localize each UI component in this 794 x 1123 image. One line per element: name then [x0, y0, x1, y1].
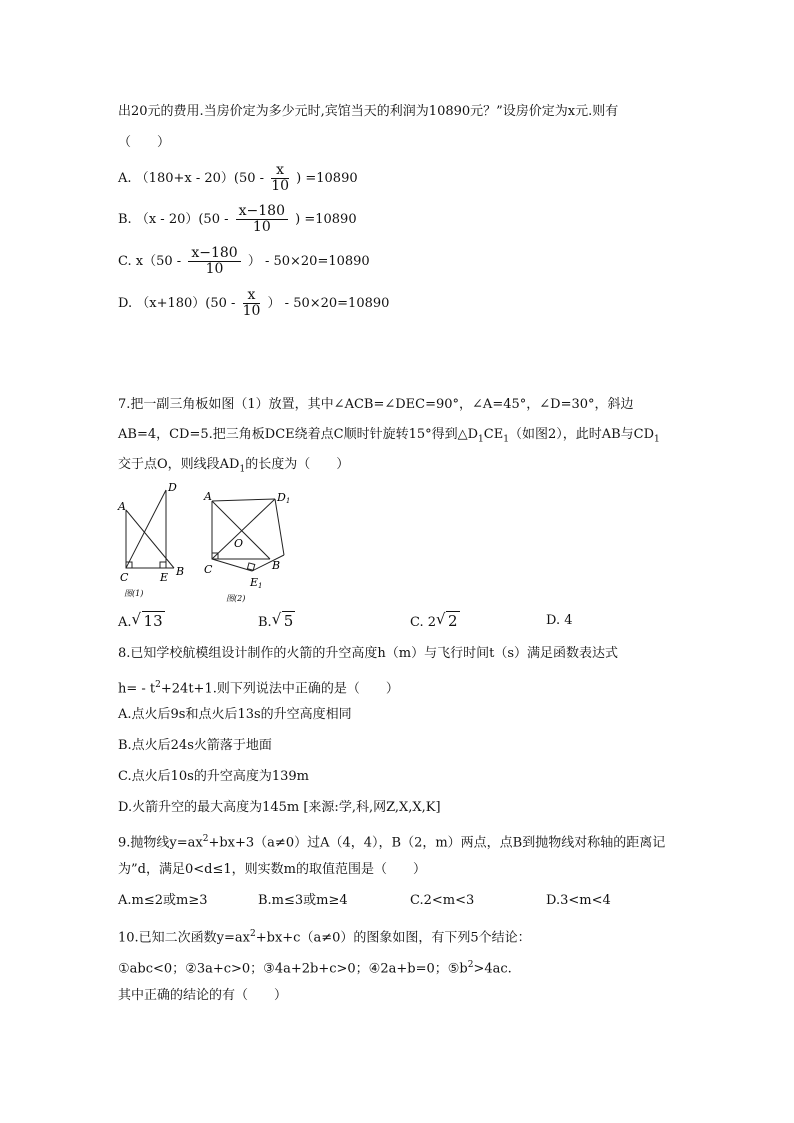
fraction: [188, 246, 240, 277]
option-text: ） - 50×20=10890: [267, 296, 390, 311]
option-letter: C. 2: [410, 615, 437, 630]
q9-option-c[interactable]: C.2<m<3: [410, 893, 475, 908]
q8-option-b[interactable]: B.点火后24s火箭落于地面: [118, 738, 272, 753]
q6-line1: 出20元的费用.当房价定为多少元时,宾馆当天的利润为10890元？”设房价定为x元.则有: [118, 104, 619, 119]
option-letter: B.: [118, 212, 132, 227]
q7-line1: 7.把一副三角板如图（1）放置，其中∠ACB=∠DEC=90°，∠A=45°，∠D=30°，斜边: [118, 397, 634, 412]
q9-option-a[interactable]: A.m≤2或m≥3: [118, 893, 208, 908]
option-letter: D.: [118, 296, 133, 311]
subscript: 1: [239, 464, 246, 475]
option-letter: A.: [118, 171, 132, 186]
figure-2: [200, 487, 292, 607]
q10-line2: [118, 956, 512, 978]
option-letter: B.: [258, 615, 272, 630]
fraction: [236, 204, 288, 235]
label-d: D: [277, 491, 286, 504]
text: 交于点O，则线段AD: [118, 457, 240, 472]
radicand: 13: [143, 612, 163, 630]
q6-option-d[interactable]: [118, 288, 389, 319]
option-text: （x+180）(50 -: [136, 296, 236, 311]
q9-option-d[interactable]: D.3<m<4: [546, 893, 611, 908]
q10-line1: [118, 925, 531, 947]
numerator: x−180: [236, 204, 288, 220]
radicand: 2: [448, 612, 458, 630]
q9-option-b[interactable]: B.m≤3或m≥4: [258, 893, 348, 908]
q8-line2: [118, 676, 399, 698]
q9-line1: [118, 830, 665, 852]
sqrt: √ 5: [271, 610, 294, 630]
numerator: x−180: [188, 246, 240, 262]
q8-option-d[interactable]: D.火箭升空的最大高度为145m [来源:学,科,网Z,X,X,K]: [118, 800, 441, 815]
denominator: 10: [242, 303, 261, 319]
option-text: ） - 50×20=10890: [247, 254, 370, 269]
text: >4ac.: [473, 961, 512, 977]
text: AB=4，CD=5.把三角板DCE绕着点C顺时针旋转15°得到△D: [118, 427, 479, 442]
label-b: B: [272, 559, 281, 572]
q8-option-a[interactable]: A.点火后9s和点火后13s的升空高度相同: [118, 707, 352, 722]
q6-option-c[interactable]: [118, 246, 370, 277]
subscript: 1: [285, 497, 291, 505]
option-letter: C.: [118, 254, 132, 269]
superscript: 2: [202, 834, 209, 844]
q6-option-a[interactable]: [118, 163, 358, 194]
label-b: B: [176, 565, 185, 578]
option-text: （x - 20）(50 -: [135, 212, 229, 227]
text: 10.已知二次函数y=ax: [118, 930, 250, 946]
fraction: [271, 163, 289, 194]
q7-option-a[interactable]: [118, 612, 165, 632]
option-text: ) =10890: [296, 171, 358, 186]
label-a: A: [204, 490, 212, 503]
label-c: C: [120, 571, 129, 584]
q7-option-c[interactable]: [410, 612, 460, 632]
subscript: 1: [478, 434, 484, 445]
sqrt: √ 2: [436, 610, 458, 630]
q6-line2: （ ）: [118, 135, 171, 150]
text: +bx+3（a≠0）过A（4，4），B（2，m）两点，点B到抛物线对称轴的距离记: [208, 835, 666, 851]
label-o: O: [234, 537, 244, 550]
option-text: ) =10890: [295, 212, 357, 227]
label-e: E: [160, 571, 169, 584]
text: 的长度为（ ）: [245, 457, 350, 472]
option-text: （180+x - 20）(50 -: [135, 171, 265, 186]
text: h= - t: [118, 681, 156, 697]
q8-option-c[interactable]: C.点火后10s的升空高度为139m: [118, 769, 309, 784]
fraction: [243, 288, 261, 319]
subscript: 1: [654, 434, 660, 445]
figure-1: [116, 482, 186, 600]
text: +24t+1.则下列说法中正确的是（ ）: [160, 681, 399, 697]
label-e: E: [250, 576, 259, 589]
numerator: x: [243, 288, 261, 304]
figure-1-caption: 图(1): [124, 589, 144, 598]
text: 9.抛物线y=ax: [118, 835, 203, 851]
option-text: x（50 -: [135, 254, 182, 269]
q7-line2: [118, 426, 660, 449]
label-d: D: [168, 482, 177, 494]
option-letter: A.: [118, 615, 132, 630]
superscript: 2: [155, 680, 161, 690]
subscript: 1: [503, 434, 509, 445]
text: ①abc<0；②3a+c>0；③4a+2b+c>0；④2a+b=0；⑤b: [118, 961, 468, 977]
q7-line3: [118, 456, 349, 479]
q10-line3: 其中正确的结论的有（ ）: [118, 988, 288, 1003]
sqrt: √ 13: [131, 610, 163, 630]
subscript: 1: [258, 582, 263, 590]
text: CE: [483, 427, 504, 442]
radicand: 5: [283, 612, 294, 630]
superscript: 2: [467, 960, 474, 970]
q8-line1: 8.已知学校航模组设计制作的火箭的升空高度h（m）与飞行时间t（s）满足函数表达式: [118, 646, 618, 661]
q6-option-b[interactable]: [118, 204, 357, 235]
label-d1: [276, 491, 290, 505]
q7-option-b[interactable]: [258, 612, 295, 632]
denominator: 10: [205, 261, 224, 277]
denominator: 10: [271, 178, 290, 194]
superscript: 2: [250, 929, 256, 939]
label-a: A: [118, 500, 126, 513]
text: +bx+c（a≠0）的图象如图，有下列5个结论：: [255, 930, 531, 946]
label-c: C: [204, 563, 213, 576]
label-e1: [249, 576, 263, 590]
text: （如图2），此时AB与CD: [508, 427, 655, 442]
denominator: 10: [252, 219, 271, 235]
q7-option-d[interactable]: D. 4: [546, 613, 573, 628]
q9-line2: 为”d，满足0<d≤1，则实数m的取值范围是（ ）: [118, 862, 426, 877]
numerator: x: [271, 163, 289, 179]
figure-2-caption: 图(2): [226, 594, 246, 603]
